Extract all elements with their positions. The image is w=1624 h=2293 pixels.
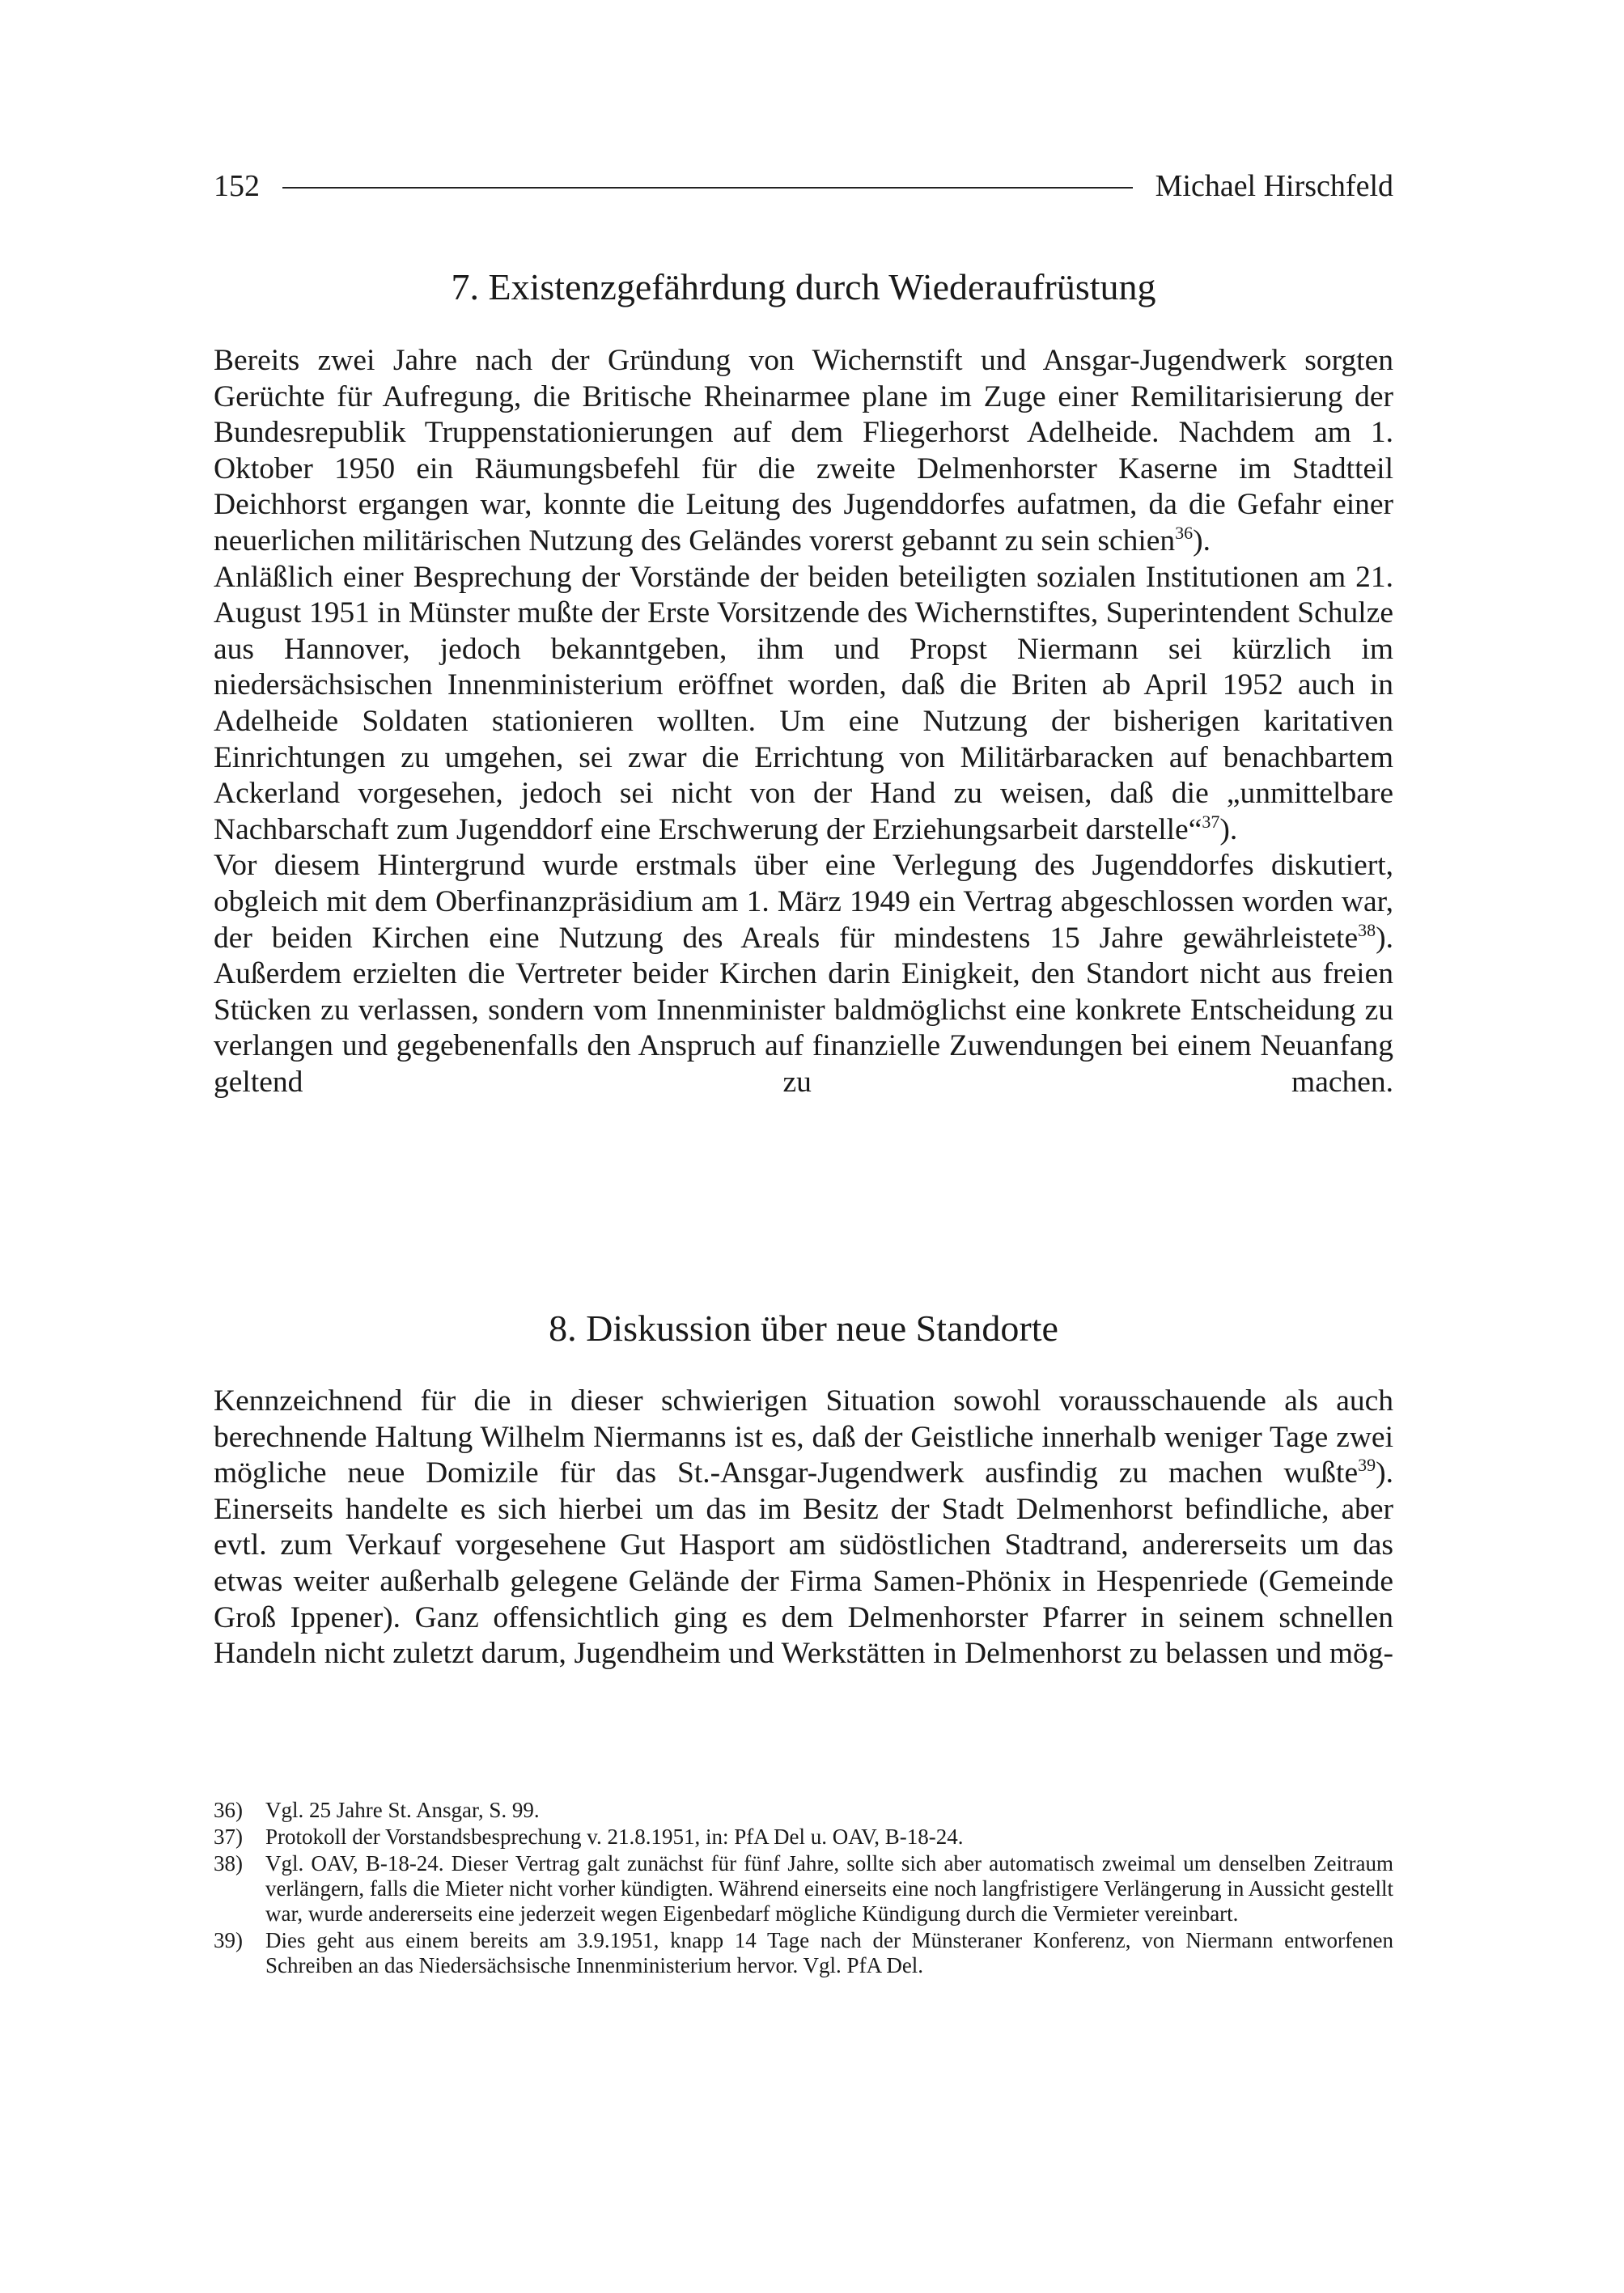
footnote [214,1798,1393,1823]
footnote [214,1928,1393,1978]
footnote-ref: 37 [1202,811,1220,832]
section-7-body [214,343,1393,1100]
footnote-ref: 38 [1358,919,1376,940]
paragraph: Kennzeichnend für die in dieser schwierigen Situation sowohl vorausschauende als auch berechnende Haltung Wilhelm Niermanns ist es, daß der Geistliche innerhalb weniger Tage zwei mögliche neue Domizile für das St.-Ansgar-Jugendwerk ausfindig zu machen wußte$^{39}$). Einerseits handelte es sich hierbei um das im Besitz der Stadt Delmenhorst befindliche, aber evtl. zum Verkauf vorgesehene Gut Hasport am südöstlichen Stadtrand, andererseits um das etwas weiter außerhalb gelegene Gelände der Firma Samen-Phönix in Hespenriede (Gemeinde Groß Ippener). Ganz offensichtlich ging es dem Delmenhorster Pfarrer in seinem schnellen Handeln nicht zuletzt darum, Jugendheim und Werkstätten in Delmenhorst zu belassen und mög- [214,1384,1393,1671]
section-title-8: 8. Diskussion über neue Standorte [549,1308,1058,1349]
running-header [214,166,1393,206]
footnote-text: Vgl. 25 Jahre St. Ansgar, S. 99. [265,1798,540,1822]
section-8-body [214,1384,1393,1672]
footnote-number: 39) [214,1928,243,1952]
paragraph: Bereits zwei Jahre nach der Gründung von Wichernstift und Ansgar-Jugendwerk sorgten Gerüchte für Aufregung, die Britische Rheinarmee plane im Zuge einer Remilitarisierung der Bundesrepublik Truppenstationierungen auf dem Fliegerhorst Adelheide. Nachdem am 1. Oktober 1950 ein Räumungsbefehl für die zweite Delmenhorster Kaserne im Stadtteil Deichhorst ergangen war, konnte die Leitung des Jugenddorfes aufatmen, da die Gefahr einer neuerlichen militärischen Nutzung des Geländes vorerst gebannt zu sein schien$^{36}$). [214,344,1393,557]
footnote-number: 36) [214,1798,243,1822]
page-number: 152 [214,169,260,203]
footnote-text: Vgl. OAV, B-18-24. Dieser Vertrag galt zunächst für fünf Jahre, sollte sich aber automatisch zweimal um denselben Zeitraum verlängern, falls die Mieter nicht vorher kündigten. Während einerseits eine noch langfristigere Verlängerung in Aussicht gestellt war, wurde andererseits eine jederzeit wegen Eigenbedarf mögliche Kündigung durch die Vermieter vereinbart. [265,1851,1393,1926]
running-head-author: Michael Hirschfeld [1155,169,1393,203]
footnote-number: 38) [214,1851,243,1876]
footnote [214,1851,1393,1926]
footnote-ref: 39 [1358,1455,1376,1476]
section-title-7: 7. Existenzgefährdung durch Wiederaufrüstung [451,266,1156,307]
footnote-text: Protokoll der Vorstandsbesprechung v. 21.8.1951, in: PfA Del u. OAV, B-18-24. [265,1825,964,1849]
footnote-text: Dies geht aus einem bereits am 3.9.1951, knapp 14 Tage nach der Münsteraner Konferenz, von Niermann entworfenen Schreiben an das Niedersächsische Innenministerium hervor. Vgl. PfA Del. [265,1928,1393,1977]
paragraph: Anläßlich einer Besprechung der Vorstände der beiden beteiligten sozialen Institutionen am 21. August 1951 in Münster mußte der Erste Vorsitzende des Wichernstiftes, Superintendent Schulze aus Hannover, jedoch bekanntgeben, ihm und Propst Niermann sei kürzlich im niedersächsischen Innenministerium eröffnet worden, daß die Briten ab April 1952 auch in Adelheide Soldaten stationieren wollten. Um eine Nutzung der bisherigen karitativen Einrichtungen zu umgehen, sei zwar die Errichtung von Militärbaracken auf benachbartem Ackerland vorgesehen, jedoch sei nicht von der Hand zu weisen, daß die „unmittelbare Nachbarschaft zum Jugenddorf eine Erschwerung der Erziehungsarbeit darstelle“$^{37}$). [214,560,1393,846]
footnotes [214,1798,1393,1980]
paragraph: Vor diesem Hintergrund wurde erstmals über eine Verlegung des Jugenddorfes diskutiert, obgleich mit dem Oberfinanzpräsidium am 1. März 1949 ein Vertrag abgeschlossen worden war, der beiden Kirchen eine Nutzung des Areals für mindestens 15 Jahre gewährleistete$^{38}$). Außerdem erzielten die Vertreter beider Kirchen darin Einigkeit, den Standort nicht aus freien Stücken zu verlassen, sondern vom Innenminister baldmöglichst eine konkrete Entscheidung zu verlangen und gegebenenfalls den Anspruch auf finanzielle Zuwendungen bei einem Neuanfang geltend zu machen. [214,849,1393,1099]
footnote [214,1825,1393,1850]
footnote-number: 37) [214,1825,243,1849]
footnote-ref: 36 [1175,522,1194,543]
header-rule [282,187,1133,189]
